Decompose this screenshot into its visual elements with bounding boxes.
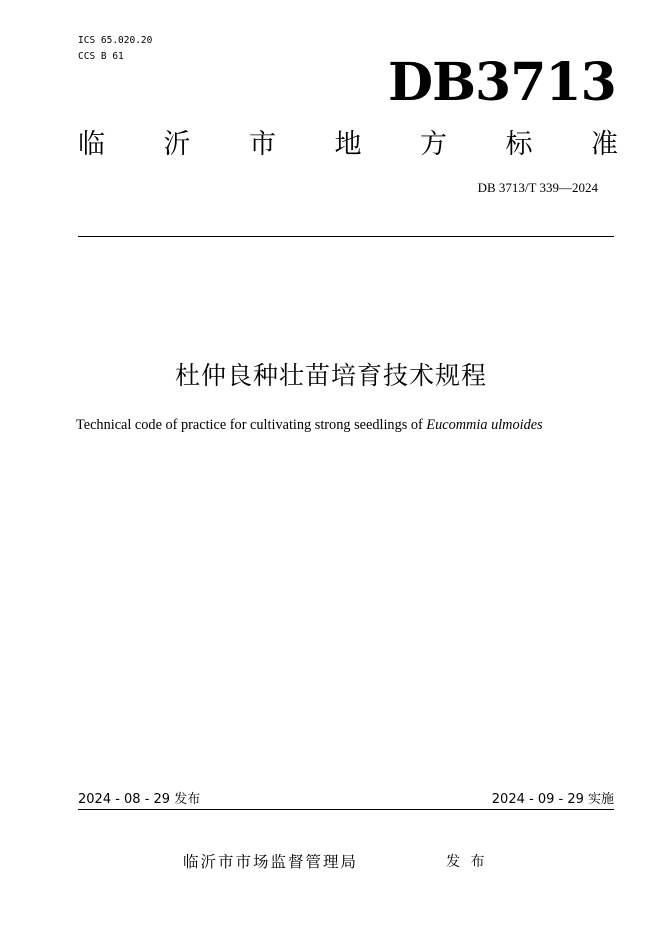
release-date: 2024 - 08 - 29 发布 (78, 792, 201, 807)
implement-date: 2024 - 09 - 29 实施 (491, 792, 614, 807)
issue-label: 发 布 (446, 854, 485, 870)
db-logo: DB3713 (388, 52, 616, 113)
standard-type-char: 市 (249, 129, 276, 160)
header-divider (78, 236, 614, 237)
standard-number: DB 3713/T 339—2024 (477, 180, 598, 195)
standard-type-char: 准 (591, 129, 618, 160)
title-chinese: 杜仲良种壮苗培育技术规程 (174, 361, 487, 390)
title-english-species: Eucommia ulmoides (426, 417, 543, 433)
standard-type-char: 方 (420, 129, 447, 160)
title-english-text: Technical code of practice for cultivating strong seedlings of (76, 417, 427, 433)
classification-codes (78, 33, 152, 65)
issuing-authority: 临沂市市场监督管理局 (183, 853, 359, 871)
ics-code: ICS 65.020.20 (78, 35, 153, 46)
standard-type-char: 沂 (163, 129, 191, 160)
title-english (76, 416, 543, 434)
ccs-code: CCS B 61 (78, 51, 124, 62)
standard-type-char: 标 (505, 129, 533, 160)
standard-type-char: 临 (78, 129, 105, 160)
footer-divider (78, 809, 614, 810)
standard-type-heading (78, 128, 618, 162)
standard-type-char: 地 (334, 129, 362, 160)
